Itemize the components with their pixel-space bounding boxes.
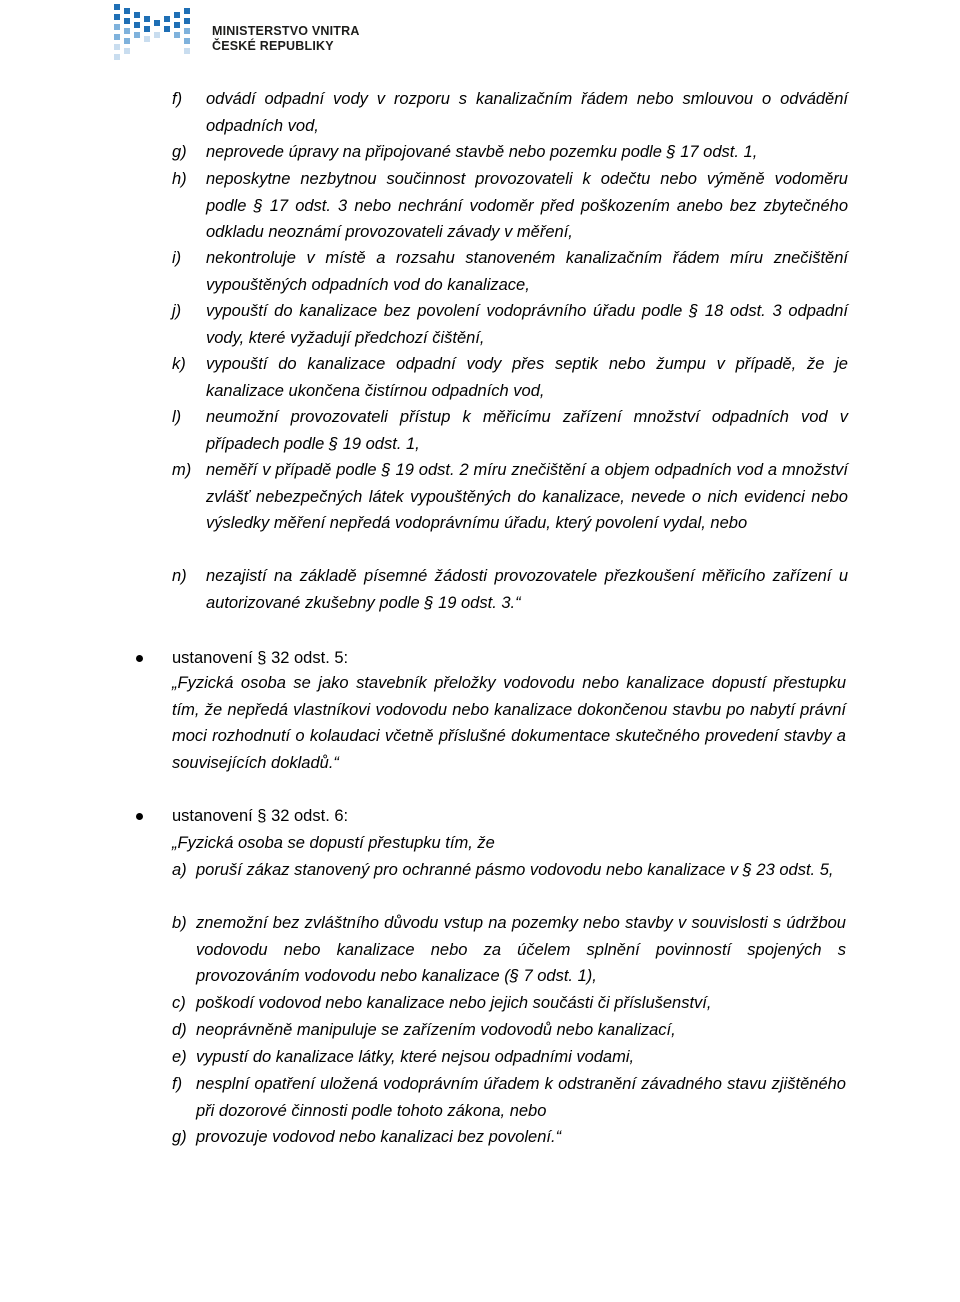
- item-text: provozuje vodovod nebo kanalizaci bez povolení.“: [196, 1128, 562, 1146]
- list-item: [172, 166, 848, 245]
- list-item: [172, 86, 848, 139]
- list-item: [172, 1017, 846, 1044]
- item-label: g): [172, 1128, 187, 1146]
- item-label: a): [172, 861, 187, 879]
- item-text: neoprávněně manipuluje se zařízením vodovodů nebo kanalizací,: [196, 1021, 676, 1039]
- item-text: neposkytne nezbytnou součinnost provozovateli k odečtu nebo výměně vodoměru podle § 17 odst. 3 nebo nechrání vodoměr před poškozením anebo bez zbytečného odkladu neoznámí provozovateli závady v měření,: [206, 170, 848, 241]
- item-label: k): [172, 355, 186, 373]
- section-2-heading: ustanovení § 32 odst. 5:: [172, 649, 349, 667]
- item-text: nesplní opatření uložená vodoprávním úřadem k odstranění závadného stavu zjištěného při dozorové činnosti podle tohoto zákona, nebo: [196, 1075, 846, 1120]
- list-item: [172, 1044, 846, 1071]
- item-text: nekontroluje v místě a rozsahu stanoveném kanalizačním řádem míru znečištění vypouštěných odpadních vod do kanalizace,: [206, 249, 848, 294]
- list-item: [172, 139, 848, 166]
- list-item: [172, 245, 848, 298]
- logo-dots-icon: [112, 2, 202, 62]
- list-item: [172, 404, 848, 457]
- item-label: d): [172, 1021, 187, 1039]
- item-label: c): [172, 994, 186, 1012]
- list-item: [172, 910, 846, 990]
- item-label: i): [172, 249, 182, 267]
- list-item: [172, 857, 846, 910]
- item-text: poruší zákaz stanovený pro ochranné pásmo vodovodu nebo kanalizace v § 23 odst. 5,: [196, 861, 834, 879]
- item-label: h): [172, 170, 187, 188]
- item-text: neumožní provozovateli přístup k měřicímu zařízení množství odpadních vod v případech podle § 19 odst. 1,: [206, 408, 848, 453]
- section-3-intro: „Fyzická osoba se dopustí přestupku tím, že: [172, 834, 495, 852]
- item-label: n): [172, 567, 187, 585]
- item-text: znemožní bez zvláštního důvodu vstup na pozemky nebo stavby v souvislosti s údržbou vodovodu nebo kanalizace nebo za účelem splnění povinností spojených s provozováním vodovodu nebo kanalizace (§ 7 odst. 1),: [196, 914, 846, 985]
- offense-list-2: [172, 857, 846, 1151]
- logo-line-2: ČESKÉ REPUBLIKY: [212, 39, 334, 53]
- item-label: l): [172, 408, 182, 426]
- list-item: [172, 457, 848, 563]
- list-item: [172, 1124, 846, 1151]
- bullet-icon: [136, 655, 143, 662]
- section-2-quote: „Fyzická osoba se jako stavebník přeložky vodovodu nebo kanalizace dopustí přestupku tím, že nepředá vlastníkovi vodovodu nebo kanalizace dokončenou stavbu po nabytí právní moci rozhodnutí o kolaudaci včetně příslušné dokumentace skutečného provedení stavby a souvisejících dokladů.“: [172, 674, 846, 772]
- logo-text: [212, 24, 360, 54]
- item-text: vypustí do kanalizace látky, které nejsou odpadními vodami,: [196, 1048, 635, 1066]
- item-label: f): [172, 1075, 183, 1093]
- list-item: [172, 563, 848, 616]
- section-3-bullet: [136, 803, 848, 830]
- item-label: m): [172, 461, 192, 479]
- section-2-bullet: [136, 645, 848, 672]
- offense-list-1: [172, 86, 848, 616]
- item-label: j): [172, 302, 182, 320]
- list-item: [172, 298, 848, 351]
- item-text: neměří v případě podle § 19 odst. 2 míru znečištění a objem odpadních vod a množství zvlášť nebezpečných látek vypouštěných do kanalizace, nevede o nich evidenci nebo výsledky měření nepředá vodoprávnímu úřadu, který povolení vydal, nebo: [206, 461, 848, 532]
- item-text: odvádí odpadní vody v rozporu s kanalizačním řádem nebo smlouvou o odvádění odpadních vod,: [206, 90, 848, 135]
- item-text: vypouští do kanalizace bez povolení vodoprávního úřadu podle § 18 odst. 3 odpadní vody, které vyžadují předchozí čištění,: [206, 302, 848, 347]
- list-item: [172, 990, 846, 1017]
- section-3-heading: ustanovení § 32 odst. 6:: [172, 807, 349, 825]
- item-label: f): [172, 90, 183, 108]
- item-label: b): [172, 914, 187, 932]
- item-label: g): [172, 143, 187, 161]
- logo-line-1: MINISTERSTVO VNITRA: [212, 24, 360, 38]
- item-label: e): [172, 1048, 187, 1066]
- item-text: vypouští do kanalizace odpadní vody přes septik nebo žumpu v případě, že je kanalizace ukončena čistírnou odpadních vod,: [206, 355, 848, 400]
- item-text: neprovede úpravy na připojované stavbě nebo pozemku podle § 17 odst. 1,: [206, 143, 758, 161]
- list-item: [172, 1071, 846, 1124]
- item-text: poškodí vodovod nebo kanalizace nebo jejich součásti či příslušenství,: [196, 994, 712, 1012]
- bullet-icon: [136, 813, 143, 820]
- item-text: nezajistí na základě písemné žádosti provozovatele přezkoušení měřicího zařízení u autorizované zkušebny podle § 19 odst. 3.“: [206, 567, 848, 612]
- list-item: [172, 351, 848, 404]
